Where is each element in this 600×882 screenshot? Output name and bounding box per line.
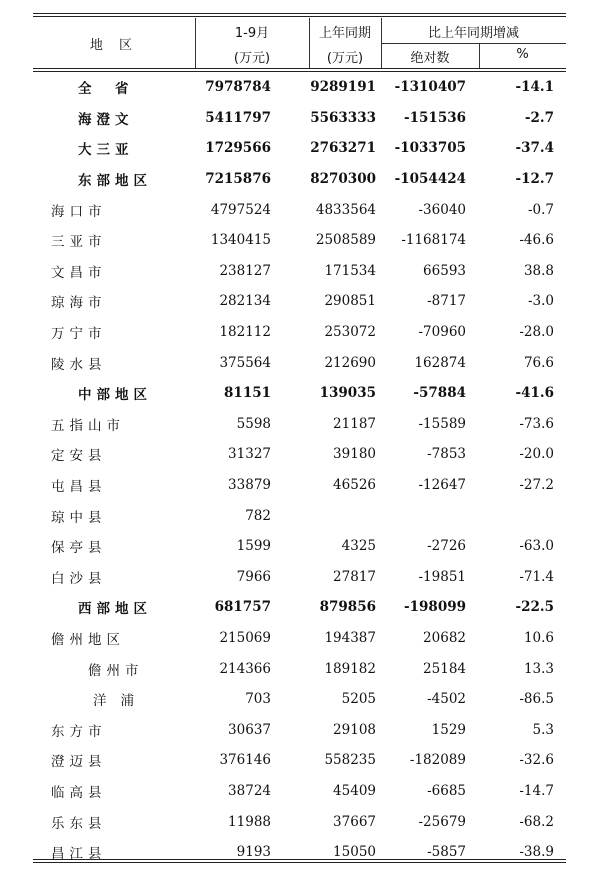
value-current: 7978784 — [205, 79, 271, 96]
change-percent: -46.6 — [519, 232, 554, 249]
table-row — [33, 347, 566, 378]
value-last-year: 46526 — [333, 477, 376, 494]
value-current: 5411797 — [205, 109, 271, 126]
header-col1-title: 1-9月 — [234, 26, 270, 41]
change-percent: -14.7 — [519, 783, 554, 800]
change-percent: -20.0 — [519, 446, 554, 463]
region-name: 儋州地区 — [51, 632, 125, 649]
table-row — [33, 592, 566, 623]
value-current: 7215876 — [205, 171, 271, 188]
value-current: 4797524 — [210, 201, 271, 218]
change-percent: -41.6 — [515, 385, 554, 402]
change-percent: -73.6 — [519, 415, 554, 432]
change-percent: -14.1 — [515, 79, 554, 96]
change-percent: -86.5 — [519, 691, 554, 708]
table-top-rule — [33, 13, 566, 14]
change-absolute: -12647 — [418, 477, 466, 494]
table-row — [33, 378, 566, 409]
change-percent: -12.7 — [515, 171, 554, 188]
region-name: 海澄文 — [78, 111, 134, 128]
value-current: 11988 — [228, 813, 271, 830]
change-absolute: -70960 — [418, 324, 466, 341]
header-col2-title: 上年同期 — [318, 26, 371, 41]
table-row — [33, 470, 566, 501]
table-bottom-rule-inner — [33, 859, 566, 860]
value-last-year: 29108 — [333, 721, 376, 738]
table-row — [33, 745, 566, 776]
region-name: 陵水县 — [51, 356, 107, 373]
table-row — [33, 776, 566, 807]
region-name: 万宁市 — [51, 326, 107, 343]
value-current: 238127 — [219, 262, 271, 279]
change-absolute: -36040 — [418, 201, 466, 218]
value-last-year: 290851 — [324, 293, 376, 310]
change-absolute: -7853 — [427, 446, 466, 463]
value-last-year: 879856 — [319, 599, 376, 616]
value-last-year: 5563333 — [310, 109, 376, 126]
change-percent: -68.2 — [519, 813, 554, 830]
value-last-year: 15050 — [333, 844, 376, 861]
change-absolute: 66593 — [423, 262, 466, 279]
change-percent: 38.8 — [523, 262, 554, 279]
value-last-year: 558235 — [324, 752, 376, 769]
change-absolute: -182089 — [409, 752, 466, 769]
value-last-year: 8270300 — [310, 171, 376, 188]
header-region: 地 区 — [89, 38, 139, 53]
table-row — [33, 562, 566, 593]
table-row — [33, 164, 566, 195]
table-row — [33, 72, 566, 103]
header-change-group: 比上年同期增减 — [427, 26, 519, 41]
change-absolute: -8717 — [427, 293, 466, 310]
value-current: 375564 — [219, 354, 271, 371]
value-last-year: 171534 — [324, 262, 376, 279]
table-row — [33, 256, 566, 287]
table-row — [33, 225, 566, 256]
value-current: 7966 — [236, 568, 271, 585]
change-percent: -0.7 — [527, 201, 554, 218]
change-percent: -3.0 — [527, 293, 554, 310]
change-absolute: 20682 — [423, 630, 466, 647]
change-absolute: -15589 — [418, 415, 466, 432]
table-top-rule-inner — [33, 16, 566, 17]
change-percent: -22.5 — [515, 599, 554, 616]
value-last-year: 4325 — [341, 538, 376, 555]
value-last-year: 2508589 — [315, 232, 376, 249]
region-name: 大三亚 — [78, 142, 134, 159]
region-name: 临高县 — [51, 785, 107, 802]
value-current: 38724 — [228, 783, 271, 800]
change-absolute: -151536 — [404, 109, 466, 126]
table-row — [33, 653, 566, 684]
region-name: 屯昌县 — [51, 479, 107, 496]
value-last-year: 2763271 — [310, 140, 376, 157]
change-percent: -2.7 — [524, 109, 554, 126]
change-percent: -28.0 — [519, 324, 554, 341]
header-bottom-rule — [33, 68, 566, 69]
table-row — [33, 715, 566, 746]
table-row — [33, 286, 566, 317]
value-last-year: 45409 — [333, 783, 376, 800]
table-row — [33, 317, 566, 348]
value-last-year: 253072 — [324, 324, 376, 341]
value-current: 703 — [245, 691, 271, 708]
change-absolute: -5857 — [427, 844, 466, 861]
region-name: 洋浦 — [93, 693, 148, 710]
table-row — [33, 439, 566, 470]
region-name: 琼中县 — [51, 509, 107, 526]
value-current: 1599 — [236, 538, 271, 555]
value-current: 33879 — [228, 477, 271, 494]
table-row — [33, 409, 566, 440]
value-current: 5598 — [236, 415, 271, 432]
change-absolute: -1310407 — [394, 79, 466, 96]
change-absolute: -57884 — [413, 385, 466, 402]
value-current: 1340415 — [210, 232, 271, 249]
value-last-year: 189182 — [324, 660, 376, 677]
header-sub-rule — [381, 43, 566, 44]
value-last-year: 212690 — [324, 354, 376, 371]
value-last-year: 27817 — [333, 568, 376, 585]
table-row — [33, 103, 566, 134]
change-absolute: 162874 — [414, 354, 466, 371]
table-row — [33, 806, 566, 837]
change-percent: 5.3 — [532, 721, 554, 738]
change-absolute: -4502 — [427, 691, 466, 708]
value-last-year: 4833564 — [315, 201, 376, 218]
table-row — [33, 194, 566, 225]
region-name: 儋州市 — [88, 662, 144, 679]
region-name: 保亭县 — [51, 540, 107, 557]
region-name: 西部地区 — [78, 601, 152, 618]
region-name: 琼海市 — [51, 295, 107, 312]
change-absolute: -1054424 — [394, 171, 466, 188]
change-percent: -71.4 — [519, 568, 554, 585]
table-row — [33, 133, 566, 164]
change-absolute: -19851 — [418, 568, 466, 585]
region-name: 东部地区 — [78, 173, 152, 190]
value-current: 376146 — [219, 752, 271, 769]
value-last-year: 9289191 — [310, 79, 376, 96]
value-current: 182112 — [219, 324, 271, 341]
value-current: 9193 — [236, 844, 271, 861]
change-percent: -37.4 — [515, 140, 554, 157]
region-name: 昌江县 — [51, 846, 107, 863]
value-current: 282134 — [219, 293, 271, 310]
value-current: 782 — [245, 507, 271, 524]
change-absolute: -2726 — [427, 538, 466, 555]
region-name: 中部地区 — [78, 387, 152, 404]
change-percent: 13.3 — [523, 660, 554, 677]
value-current: 30637 — [228, 721, 271, 738]
header-col2-unit: (万元) — [326, 51, 364, 66]
table-row — [33, 684, 566, 715]
change-absolute: -1033705 — [394, 140, 466, 157]
value-current: 214366 — [219, 660, 271, 677]
value-current: 81151 — [224, 385, 271, 402]
value-last-year: 139035 — [319, 385, 376, 402]
change-absolute: -1168174 — [401, 232, 466, 249]
change-percent: -38.9 — [519, 844, 554, 861]
region-name: 东方市 — [51, 723, 107, 740]
region-name: 全 省 — [78, 81, 134, 98]
change-percent: -32.6 — [519, 752, 554, 769]
value-current: 31327 — [228, 446, 271, 463]
change-percent: 10.6 — [523, 630, 554, 647]
value-current: 215069 — [219, 630, 271, 647]
value-current: 681757 — [214, 599, 271, 616]
value-last-year: 37667 — [333, 813, 376, 830]
region-name: 定安县 — [51, 448, 107, 465]
header-change-percent: % — [516, 47, 529, 62]
value-last-year: 39180 — [333, 446, 376, 463]
change-percent: -63.0 — [519, 538, 554, 555]
region-name: 海口市 — [51, 203, 107, 220]
change-absolute: -198099 — [404, 599, 466, 616]
region-name: 乐东县 — [51, 815, 107, 832]
change-percent: -27.2 — [519, 477, 554, 494]
value-last-year: 194387 — [324, 630, 376, 647]
value-last-year: 21187 — [333, 415, 376, 432]
region-name: 五指山市 — [51, 417, 125, 434]
header-col1-unit: (万元) — [233, 51, 271, 66]
table-row — [33, 623, 566, 654]
table-row — [33, 837, 566, 868]
change-absolute: -25679 — [418, 813, 466, 830]
region-name: 文昌市 — [51, 264, 107, 281]
header-change-absolute: 绝对数 — [410, 51, 450, 66]
value-last-year: 5205 — [341, 691, 376, 708]
region-name: 白沙县 — [51, 570, 107, 587]
value-current: 1729566 — [205, 140, 271, 157]
region-name: 三亚市 — [51, 234, 107, 251]
table-row — [33, 531, 566, 562]
table-row — [33, 500, 566, 531]
change-percent: 76.6 — [523, 354, 554, 371]
change-absolute: 25184 — [423, 660, 466, 677]
change-absolute: 1529 — [431, 721, 466, 738]
region-name: 澄迈县 — [51, 754, 107, 771]
change-absolute: -6685 — [427, 783, 466, 800]
table-bottom-rule — [33, 862, 566, 863]
